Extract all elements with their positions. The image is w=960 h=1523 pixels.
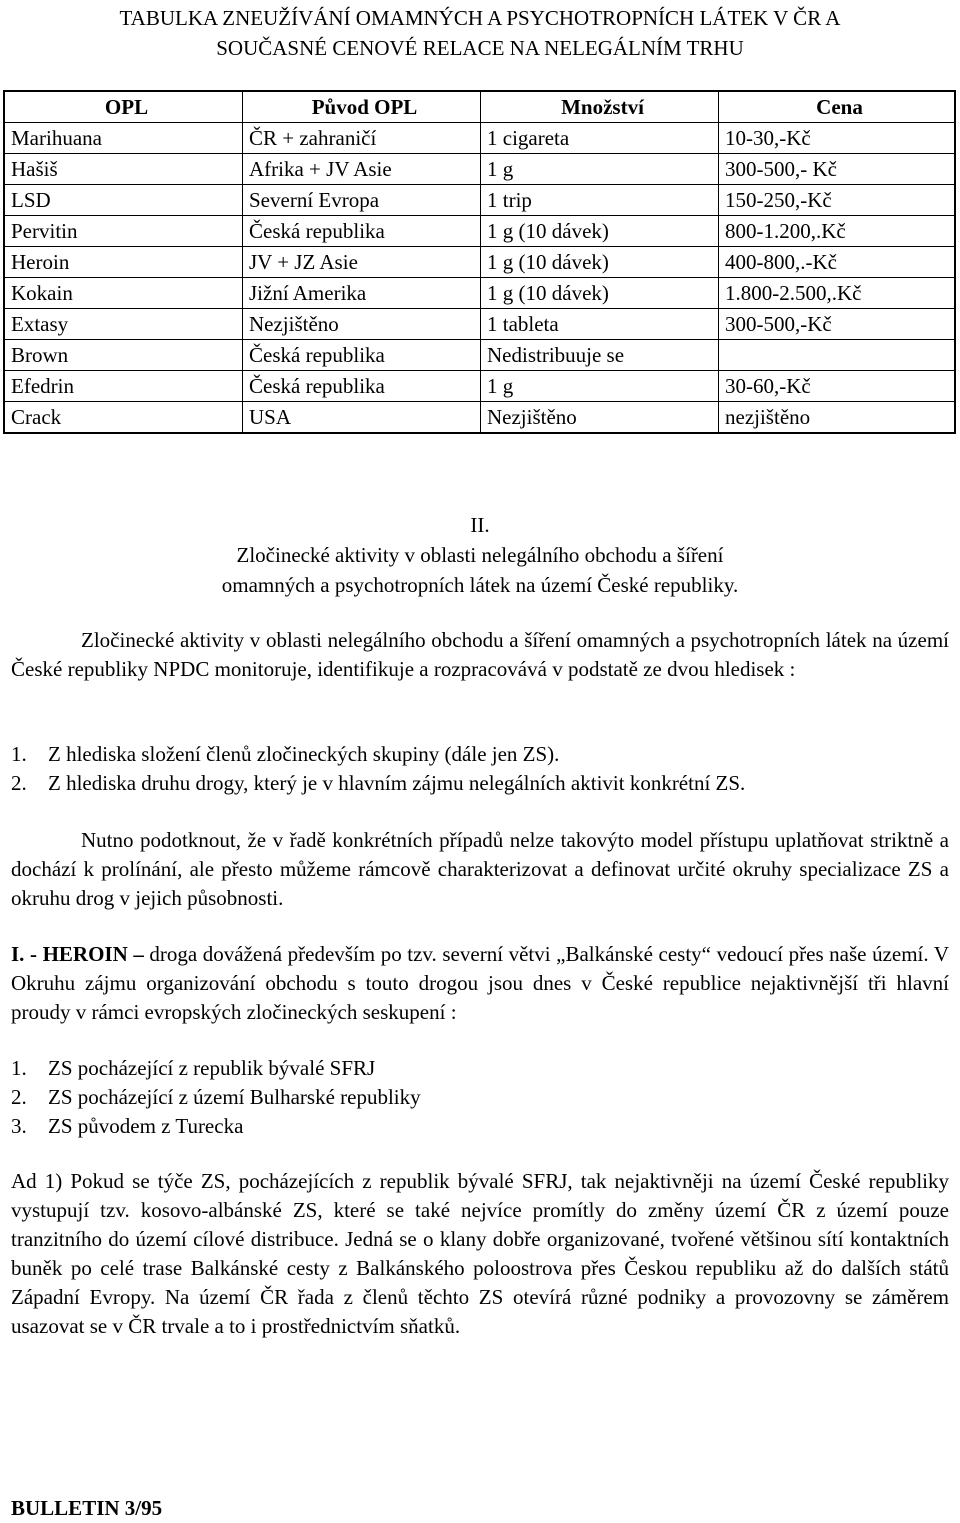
list-item: 2. Z hlediska druhu drogy, který je v hlavním zájmu nelegálních aktivit konkrétní ZS.: [11, 771, 746, 795]
paragraph-ad1: Ad 1) Pokud se týče ZS, pocházejících z republik bývalé SFRJ, tak nejaktivněji na území České republiky vystupují tzv. kosovo-albánské ZS, které se také nejvíce promítly do změny území ČR z území pouze tranzitního do území cílové distribuce. Jedná se o klany dobře organizované, tvořené většinou sítí kontaktních buněk po celé trase Balkánské cesty z Balkánského poloostrova přes Českou republiku až do dalších států Západní Evropy. Na území ČR řada z členů těchto ZS otevírá různé podniky a provozovny se záměrem usazovat se v ČR trvale a to i prostřednictvím sňatků.: [11, 1169, 949, 1338]
table-cell: Kokain: [4, 278, 243, 309]
table-cell: 300-500,- Kč: [719, 154, 956, 185]
table-cell: 1 g: [481, 371, 719, 402]
document-title: [0, 3, 960, 63]
list-groups: [11, 1054, 949, 1141]
table-cell: 10-30,-Kč: [719, 123, 956, 154]
list-item: 2. ZS pocházející z území Bulharské republiky: [11, 1085, 421, 1109]
paragraph-heroin: [11, 940, 949, 1027]
table-cell: 1 trip: [481, 185, 719, 216]
header-opl: OPL: [4, 91, 243, 123]
title-line-2: SOUČASNÉ CENOVÉ RELACE NA NELEGÁLNÍM TRHU: [216, 36, 744, 60]
heroin-text: droga dovážená především po tzv. severní větvi „Balkánské cesty“ vedoucí přes naše území. V Okruhu zájmu organizování obchodu s touto drogou jsou dnes v České republice nejaktivnější tři hlavní proudy v rámci evropských zločineckých seskupení :: [11, 942, 949, 1024]
list-item: 1. Z hlediska složení členů zločineckých skupiny (dále jen ZS).: [11, 742, 560, 766]
table-cell: Brown: [4, 340, 243, 371]
section-heading-line-1: Zločinecké aktivity v oblasti nelegálního obchodu a šíření: [236, 543, 724, 567]
table-cell: [719, 340, 956, 371]
table-cell: nezjištěno: [719, 402, 956, 434]
header-quantity: Množství: [481, 91, 719, 123]
table-cell: Nezjištěno: [243, 309, 481, 340]
table-cell: Česká republika: [243, 340, 481, 371]
table-cell: 1 tableta: [481, 309, 719, 340]
table-row: [4, 216, 955, 247]
table-row: [4, 402, 955, 434]
table-row: [4, 340, 955, 371]
table-cell: Česká republika: [243, 371, 481, 402]
table-cell: 1 cigareta: [481, 123, 719, 154]
paragraph-note: Nutno podotknout, že v řadě konkrétních případů nelze takovýto model přístupu uplatňovat striktně a dochází k prolínání, ale přesto můžeme rámcově charakterizovat a definovat určité okruhy specializace ZS a okruhu drog v jejich působnosti.: [11, 828, 949, 910]
table-cell: Jižní Amerika: [243, 278, 481, 309]
table-cell: 1 g: [481, 154, 719, 185]
bulletin-footer: BULLETIN 3/95: [11, 1496, 163, 1520]
table-cell: 400-800,.-Kč: [719, 247, 956, 278]
header-price: Cena: [816, 95, 863, 119]
table-cell: JV + JZ Asie: [243, 247, 481, 278]
table-row: [4, 247, 955, 278]
table-cell: 1 g (10 dávek): [481, 247, 719, 278]
table-body: [4, 123, 955, 434]
table-row: [4, 185, 955, 216]
list-criteria: [11, 740, 949, 798]
table-cell: Severní Evropa: [243, 185, 481, 216]
list-item: 1. ZS pocházející z republik bývalé SFRJ: [11, 1056, 376, 1080]
heroin-heading: I. - HEROIN –: [11, 942, 144, 966]
table-cell: Nedistribuuje se: [481, 340, 719, 371]
title-line-1: TABULKA ZNEUŽÍVÁNÍ OMAMNÝCH A PSYCHOTROPNÍCH LÁTEK V ČR A: [119, 6, 841, 30]
table-cell: Hašiš: [4, 154, 243, 185]
table-cell: Pervitin: [4, 216, 243, 247]
table-row: [4, 278, 955, 309]
table-cell: LSD: [4, 185, 243, 216]
table-cell: 150-250,-Kč: [719, 185, 956, 216]
table-row: [4, 154, 955, 185]
table-row: [4, 123, 955, 154]
table-cell: 1 g (10 dávek): [481, 278, 719, 309]
table-cell: Extasy: [4, 309, 243, 340]
table-cell: USA: [243, 402, 481, 434]
table-cell: Heroin: [4, 247, 243, 278]
table-cell: Česká republika: [243, 216, 481, 247]
section-number: II.: [470, 513, 490, 537]
table-cell: 800-1.200,.Kč: [719, 216, 956, 247]
table-row: [4, 309, 955, 340]
table-cell: ČR + zahraničí: [243, 123, 481, 154]
table-cell: Afrika + JV Asie: [243, 154, 481, 185]
table-cell: 1.800-2.500,.Kč: [719, 278, 956, 309]
paragraph-intro: Zločinecké aktivity v oblasti nelegálního obchodu a šíření omamných a psychotropních látek na území České republiky NPDC monitoruje, identifikuje a rozpracovává v podstatě ze dvou hledisek :: [11, 628, 949, 681]
table-cell: 300-500,-Kč: [719, 309, 956, 340]
table-cell: Efedrin: [4, 371, 243, 402]
table-cell: Nezjištěno: [481, 402, 719, 434]
table-header-row: [4, 91, 955, 123]
table-row: [4, 371, 955, 402]
table-cell: Marihuana: [4, 123, 243, 154]
drug-price-table: [3, 90, 956, 434]
list-item: 3. ZS původem z Turecka: [11, 1114, 244, 1138]
table-cell: Crack: [4, 402, 243, 434]
table-cell: 30-60,-Kč: [719, 371, 956, 402]
section-heading-line-2: omamných a psychotropních látek na území České republiky.: [221, 573, 739, 597]
header-origin: Původ OPL: [243, 91, 481, 123]
section-heading: [0, 510, 960, 600]
table-cell: 1 g (10 dávek): [481, 216, 719, 247]
